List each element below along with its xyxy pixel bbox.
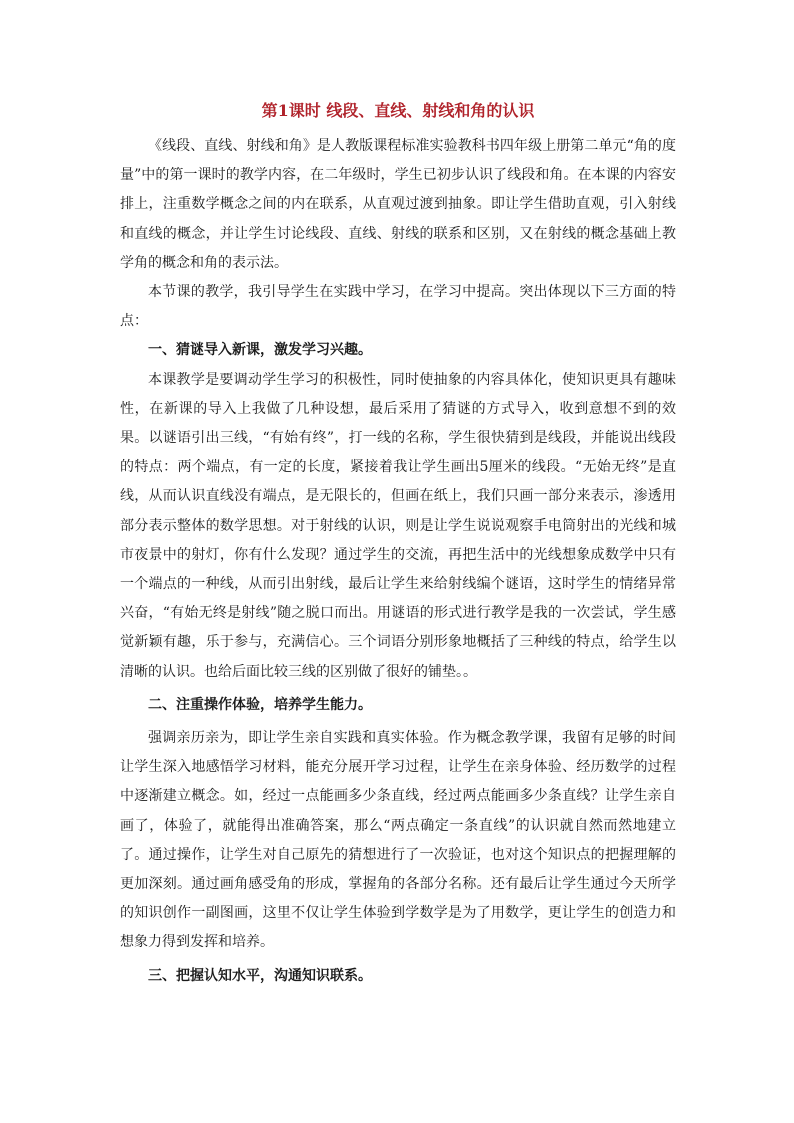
section-2-paragraph: 强调亲历亲为，即让学生亲自实践和真实体验。作为概念教学课，我留有足够的时间让学生深入地感悟学习材料，能充分展开学习过程，让学生在亲身体验、经历数学的过程中逐渐建立概念。如，经过一点能画多少条直线，经过两点能画多少条直线？让学生亲自画了，体验了，就能得出准确答案，那么“两点确定一条直线”的认识就自然而然地建立了。通过操作，让学生对自己原先的猜想进行了一次验证，也对这个知识点的把握理解的更加深刻。通过画角感受角的形成，掌握角的各部分名称。还有最后让学生通过今天所学的知识创作一副图画，这里不仅让学生体验到学数学是为了用数学，更让学生的创造力和想象力得到发挥和培养。 [120,730,676,951]
intro-paragraph: 《线段、直线、射线和角》是人教版课程标准实验教科书四年级上册第二单元“角的度量”中的第一课时的教学内容，在二年级时，学生已初步认识了线段和角。在本课的内容安排上，注重数学概念之间的内在联系，从直观过渡到抽象。即让学生借助直观，引入射线和直线的概念，并让学生讨论线段、直线、射线的联系和区别，又在射线的概念基础上教学角的概念和角的表示法。 [120,138,676,271]
section-1-paragraph: 本课教学是要调动学生学习的积极性，同时使抽象的内容具体化，使知识更具有趣味性，在新课的导入上我做了几种设想，最后采用了猜谜的方式导入，收到意想不到的效果。以谜语引出三线，“有始有终”，打一线的名称，学生很快猜到是线段，并能说出线段的特点：两个端点，有一定的长度，紧接着我让学生画出5厘米的线段。“无始无终”是直线，从而认识直线没有端点，是无限长的，但画在纸上，我们只画一部分来表示，渗透用部分表示整体的数学思想。对于射线的认识，则是让学生说说观察手电筒射出的光线和城市夜景中的射灯，你有什么发现？通过学生的交流，再把生活中的光线想象成数学中只有一个端点的一种线，从而引出射线，最后让学生来给射线编个谜语，这时学生的情绪异常兴奋，“有始无终是射线”随之脱口而出。用谜语的形式进行教学是我的一次尝试，学生感觉新颖有趣，乐于参与，充满信心。三个词语分别形象地概括了三种线的特点，给学生以清晰的认识。也给后面比较三线的区别做了很好的铺垫。。 [120,371,676,680]
section-heading-1: 一、猜谜导入新课，激发学习兴趣。 [148,342,372,359]
section-heading-2: 二、注重操作体验，培养学生能力。 [148,696,372,713]
document-page [120,100,676,995]
section-heading-3: 三、把握认知水平，沟通知识联系。 [148,967,372,984]
overview-paragraph: 本节课的教学，我引导学生在实践中学习，在学习中提高。突出体现以下三方面的特点： [120,284,676,330]
page-title: 第1课时 线段、直线、射线和角的认识 [261,101,535,120]
